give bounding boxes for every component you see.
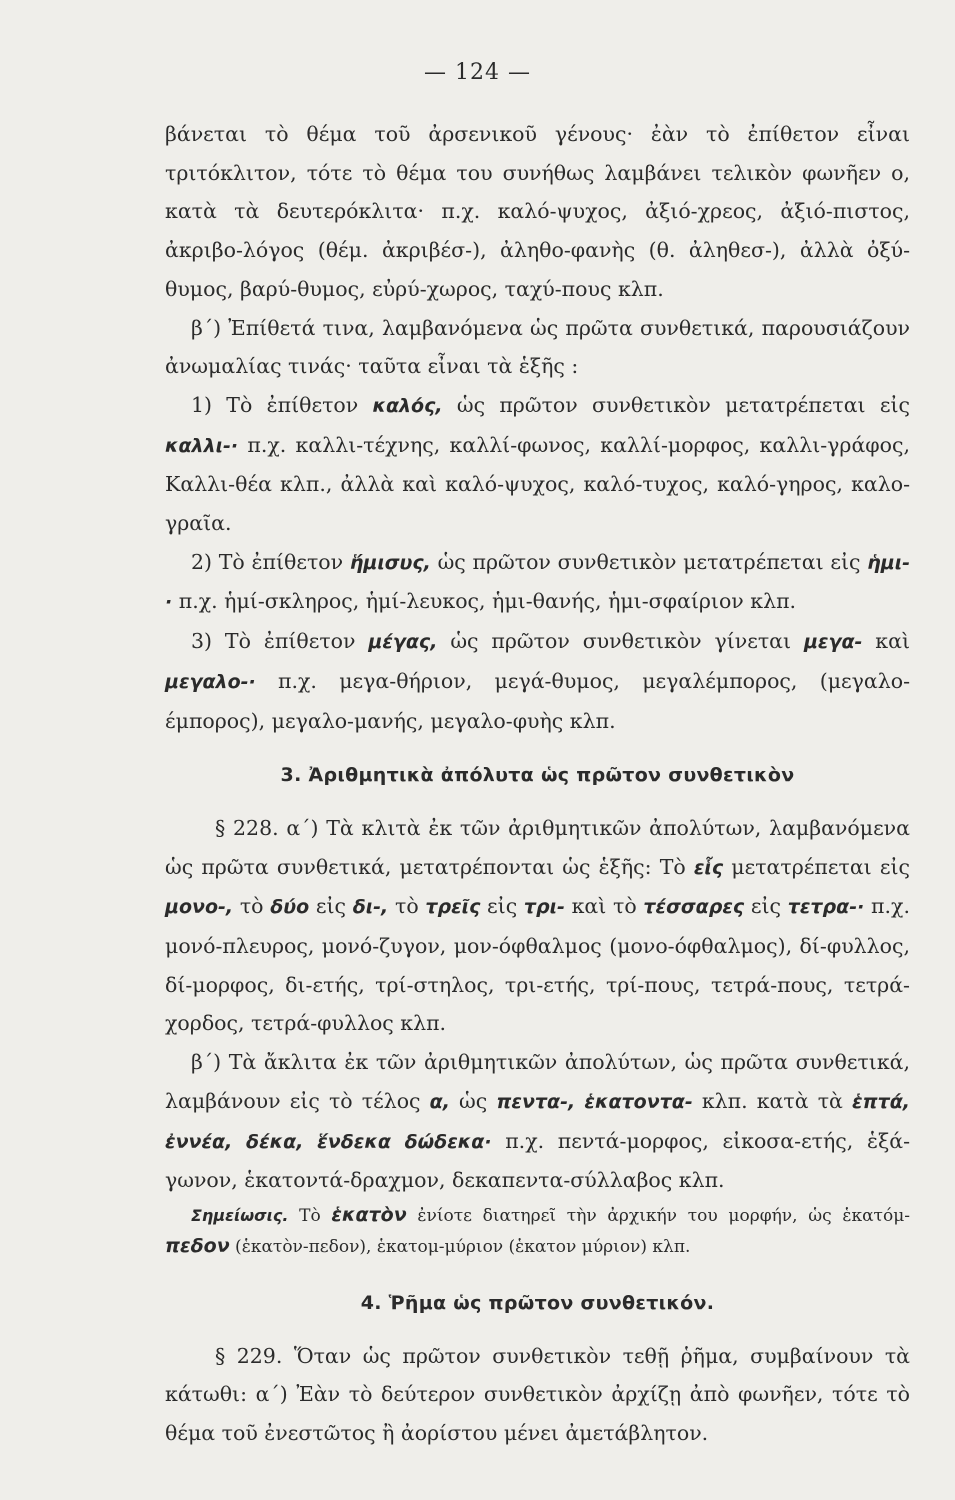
text: ὡς πρῶτον συνθετικὸν γίνεται — [437, 629, 804, 654]
paragraph-beta-aklita — [165, 1043, 910, 1200]
term-hemi: ἡμι-· — [165, 551, 910, 614]
text: καὶ τὸ — [564, 894, 644, 919]
paragraph-beta: β΄) Ἐπίθετά τινα, λαμβανόμενα ὡς πρῶτα συνθετικά, παρουσιάζουν ἀνωμαλίας τινάς· ταῦτα εἶναι τὰ ἑξῆς : — [165, 315, 910, 379]
term: τετρα-· — [787, 896, 865, 919]
text: π.χ. πεντά-μορφος, εἰκοσα-ετής, ἑξά-γωνον, ἑκατοντά-δραχμον, δεκαπεντα-σύλλαβος κλπ. — [165, 1128, 911, 1193]
text: 1) Τὸ ἐπίθετον — [191, 392, 373, 417]
text: τὸ — [388, 894, 426, 919]
text: ἐνίοτε διατηρεῖ τὴν ἀρχικήν του μορφήν, ὡς ἑκατόμ- — [406, 1205, 910, 1226]
term-kalos: καλός, — [372, 394, 443, 417]
text: ὡς πρῶτον συνθετικὸν μετατρέπεται εἰς — [442, 392, 910, 417]
text: μετατρέπεται εἰς — [723, 854, 910, 879]
term: τρεῖς — [425, 896, 481, 919]
paragraph-megas — [165, 622, 910, 740]
text: (ἑκατὸν-πεδον), ἑκατομ-μύριον (ἑκατον μύριον) κλπ. — [229, 1236, 691, 1257]
section-heading-3: 3. Ἀριθμητικὰ ἀπόλυτα ὡς πρῶτον συνθετικὸν — [280, 764, 795, 787]
term: τέσσαρες — [643, 896, 745, 919]
text: ὡς πρῶτον συνθετικὸν μετατρέπεται εἰς — [430, 549, 868, 574]
text: 2) Τὸ ἐπίθετον — [191, 549, 350, 574]
term: τρι- — [523, 896, 565, 919]
section-heading-4: 4. Ῥῆμα ὡς πρῶτον συνθετικόν. — [360, 1291, 715, 1314]
text: εἰς — [309, 894, 353, 919]
term: δύο — [270, 896, 310, 919]
term: εἷς — [693, 856, 724, 879]
note-label: Σημείωσις. — [191, 1205, 289, 1225]
text: π.χ. καλλι-τέχνης, καλλί-φωνος, καλλί-μορφος, καλλι-γράφος, Καλλι-θέα κλπ., ἀλλὰ καὶ καλό-ψυχος, καλό-τυχος, καλό-γηρος, καλο-γραῖα. — [165, 432, 910, 536]
text: 3) Τὸ ἐπίθετον — [191, 629, 369, 654]
text: § 228. α΄) Τὰ κλιτὰ ἐκ τῶν ἀριθμητικῶν ἀπολύτων, λαμβανόμενα ὡς πρῶτα συνθετικά, μετατρέπονται ὡς ἑξῆς: Τὸ — [165, 815, 910, 879]
term-megalo: μεγαλο-· — [165, 670, 256, 693]
text: π.χ. μονό-πλευρος, μονό-ζυγον, μον-όφθαλμος (μονο-όφθαλμος), δί-φυλλος, δί-μορφος, δι-ετής, τρί-στηλος, τρι-ετής, τρί-πους, τετρά-πους, τετρά-χορδος, τετρά-φυλλος κλπ. — [165, 894, 910, 1036]
text: τὸ — [233, 894, 271, 919]
note-paragraph — [165, 1200, 910, 1262]
text: καὶ — [862, 629, 910, 654]
term-mega: μεγα- — [803, 631, 863, 654]
term: πεντα-, ἑκατοντα- — [496, 1090, 693, 1113]
paragraph-229: § 229. Ὅταν ὡς πρῶτον συνθετικὸν τεθῇ ῥῆμα, συμβαίνουν τὰ κάτωθι: α΄) Ἐὰν τὸ δεύτερον συνθετικὸν ἀρχίζῃ ἀπὸ φωνῆεν, τότε τὸ θέμα τοῦ ἐνεστῶτος ἢ ἀορίστου μένει ἀμετάβλητον. — [165, 1343, 910, 1446]
term-megas: μέγας, — [368, 631, 438, 654]
term: δι-, — [352, 896, 389, 919]
page-body — [165, 115, 910, 1453]
paragraph-hemisys — [165, 543, 910, 622]
text: ὡς — [449, 1088, 497, 1113]
paragraph-228 — [165, 809, 910, 1043]
paragraph-continuation: βάνεται τὸ θέμα τοῦ ἀρσενικοῦ γένους· ἐὰν τὸ ἐπίθετον εἶναι τριτόκλιτον, τότε τὸ θέμα του συνήθως λαμβάνει τελικὸν φωνῆεν ο, κατὰ τὰ δευτερόκλιτα· π.χ. καλό-ψυχος, ἀξιό-χρεος, ἀξιό-πιστος, ἀκριβο-λόγος (θέμ. ἀκριβέσ-), ἀληθο-φανὴς (θ. ἀληθεσ-), ἀλλὰ ὀξύ-θυμος, βαρύ-θυμος, εὐρύ-χωρος, ταχύ-πους κλπ. — [165, 122, 910, 301]
text: κλπ. κατὰ τὰ — [692, 1088, 852, 1113]
text: π.χ. μεγα-θήριον, μεγά-θυμος, μεγαλέμπορος, (μεγαλο-έμπορος), μεγαλο-μανής, μεγαλο-φυὴς κλπ. — [165, 668, 910, 733]
term-kalli: καλλι-· — [165, 434, 239, 457]
paragraph-kalos — [165, 386, 910, 543]
text: π.χ. ἡμί-σκληρος, ἡμί-λευκος, ἡμι-θανής, ἡμι-σφαίριον κλπ. — [172, 589, 797, 614]
page-number: — 124 — — [424, 60, 531, 85]
text: β΄) Τὰ ἄκλιτα ἐκ τῶν ἀριθμητικῶν ἀπολύτων, ὡς πρῶτα συνθετικά, λαμβάνουν εἰς τὸ τέλος — [165, 1050, 910, 1113]
term: ἑκατὸν — [331, 1203, 407, 1226]
text: εἰς — [480, 894, 524, 919]
text: εἰς — [744, 894, 788, 919]
term: ἑπτά, ἐννέα, δέκα, ἕνδεκα δώδεκα· — [165, 1090, 911, 1153]
term-hemisys: ἥμισυς, — [349, 551, 431, 574]
term: μονο-, — [165, 896, 234, 919]
term: α, — [429, 1090, 450, 1113]
term: πεδον — [165, 1234, 230, 1257]
text: Τὸ — [288, 1205, 332, 1226]
